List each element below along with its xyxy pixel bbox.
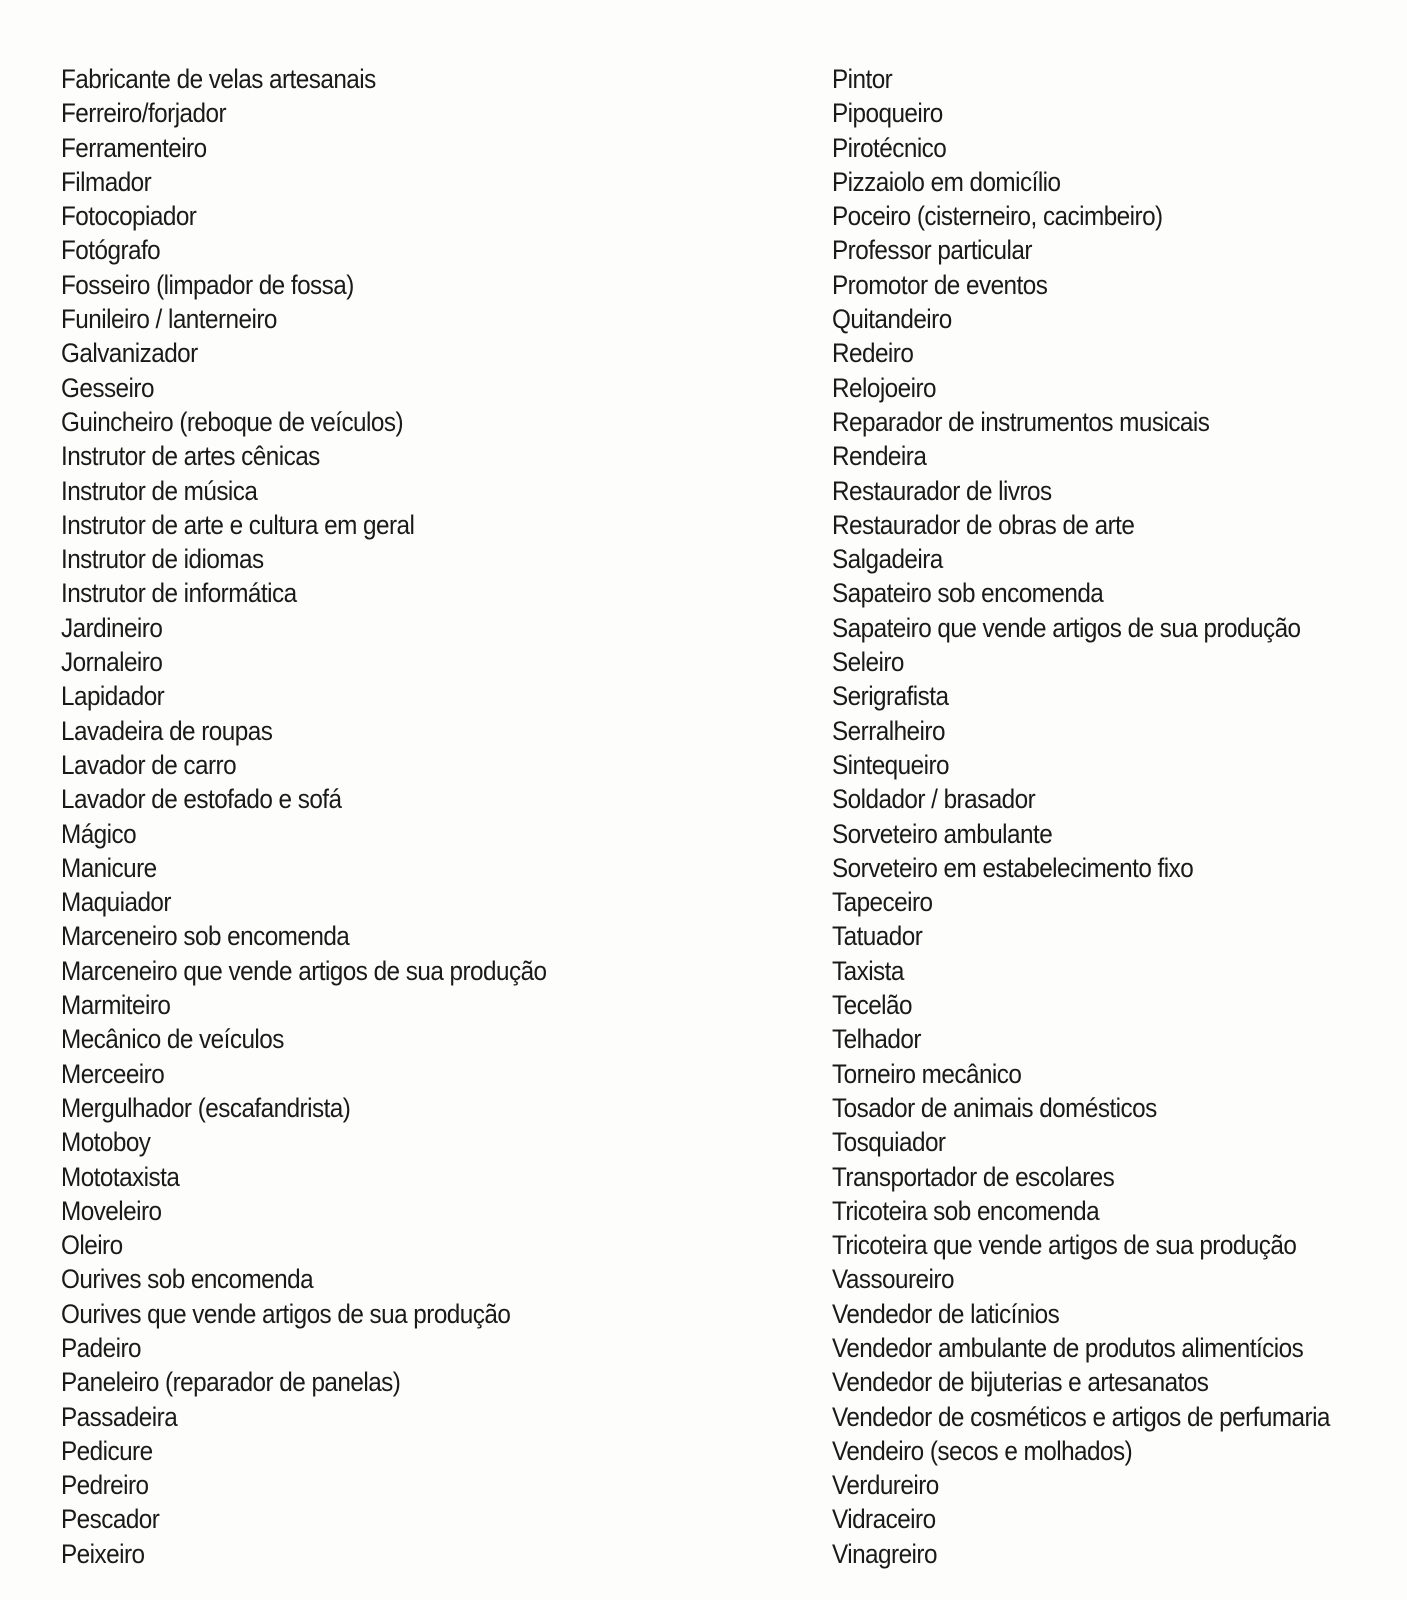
occupation-item: Instrutor de arte e cultura em geral: [61, 509, 415, 540]
occupation-item: Vendeiro (secos e molhados): [832, 1435, 1133, 1466]
occupation-item: Instrutor de música: [61, 475, 258, 506]
occupation-item: Manicure: [61, 852, 157, 883]
occupation-item: Mototaxista: [61, 1161, 180, 1192]
occupation-item: Serigrafista: [832, 681, 949, 712]
occupation-item: Pirotécnico: [832, 132, 947, 163]
occupation-item: Serralheiro: [832, 715, 945, 746]
occupation-item: Tecelão: [832, 990, 912, 1021]
occupation-item: Poceiro (cisterneiro, cacimbeiro): [832, 201, 1163, 232]
occupation-item: Ferramenteiro: [61, 132, 207, 163]
occupation-item: Sapateiro que vende artigos de sua produção: [832, 612, 1301, 643]
occupation-item: Marmiteiro: [61, 990, 171, 1021]
occupation-item: Lavador de carro: [61, 749, 237, 780]
occupation-item: Professor particular: [832, 235, 1032, 266]
occupation-item: Relojoeiro: [832, 372, 937, 403]
occupation-item: Galvanizador: [61, 338, 198, 369]
occupation-item: Promotor de eventos: [832, 269, 1048, 300]
occupation-item: Mágico: [61, 818, 137, 849]
occupation-item: Reparador de instrumentos musicais: [832, 406, 1210, 437]
occupation-item: Maquiador: [61, 887, 171, 918]
occupation-item: Jardineiro: [61, 612, 163, 643]
occupation-item: Ourives sob encomenda: [61, 1264, 314, 1295]
occupation-item: Moveleiro: [61, 1195, 162, 1226]
occupation-item: Rendeira: [832, 441, 927, 472]
occupation-item: Sapateiro sob encomenda: [832, 578, 1104, 609]
occupation-item: Gesseiro: [61, 372, 154, 403]
occupation-item: Filmador: [61, 166, 152, 197]
occupation-item: Marceneiro sob encomenda: [61, 921, 350, 952]
occupation-item: Vendedor de cosméticos e artigos de perfumaria: [832, 1401, 1330, 1432]
occupation-item: Tricoteira sob encomenda: [832, 1195, 1100, 1226]
occupation-item: Pedicure: [61, 1435, 153, 1466]
occupation-item: Peixeiro: [61, 1538, 145, 1569]
occupation-item: Transportador de escolares: [832, 1161, 1115, 1192]
occupation-item: Lapidador: [61, 681, 165, 712]
occupation-item: Passadeira: [61, 1401, 178, 1432]
occupation-item: Fotógrafo: [61, 235, 161, 266]
occupation-item: Telhador: [832, 1024, 921, 1055]
occupation-item: Oleiro: [61, 1230, 123, 1261]
occupation-item: Tricoteira que vende artigos de sua produção: [832, 1230, 1297, 1261]
occupation-item: Funileiro / lanterneiro: [61, 304, 277, 335]
occupation-item: Pipoqueiro: [832, 98, 943, 129]
occupation-item: Tatuador: [832, 921, 923, 952]
occupation-item: Paneleiro (reparador de panelas): [61, 1367, 401, 1398]
occupation-item: Vinagreiro: [832, 1538, 937, 1569]
occupation-item: Fotocopiador: [61, 201, 197, 232]
occupation-item: Sorveteiro em estabelecimento fixo: [832, 852, 1194, 883]
occupation-item: Redeiro: [832, 338, 914, 369]
occupation-item: Seleiro: [832, 647, 904, 678]
occupation-item: Verdureiro: [832, 1470, 939, 1501]
occupation-item: Vendedor ambulante de produtos alimentícios: [832, 1332, 1304, 1363]
occupation-item: Tosador de animais domésticos: [832, 1092, 1157, 1123]
occupation-item: Mergulhador (escafandrista): [61, 1092, 351, 1123]
occupation-item: Instrutor de artes cênicas: [61, 441, 320, 472]
occupation-item: Instrutor de informática: [61, 578, 297, 609]
occupation-item: Pedreiro: [61, 1470, 149, 1501]
occupation-list-left: [61, 62, 761, 1571]
occupation-item: Vendedor de laticínios: [832, 1298, 1060, 1329]
occupation-item: Padeiro: [61, 1332, 141, 1363]
occupation-item: Lavadeira de roupas: [61, 715, 273, 746]
occupation-item: Tapeceiro: [832, 887, 933, 918]
occupation-item: Vidraceiro: [832, 1504, 936, 1535]
occupation-item: Fabricante de velas artesanais: [61, 64, 376, 94]
occupation-item: Pizzaiolo em domicílio: [832, 166, 1061, 197]
occupation-item: Restaurador de livros: [832, 475, 1052, 506]
occupation-list-right: [832, 62, 1392, 1571]
occupation-item: Jornaleiro: [61, 647, 163, 678]
occupation-item: Instrutor de idiomas: [61, 544, 264, 575]
occupation-item: Soldador / brasador: [832, 784, 1036, 815]
occupation-item: Marceneiro que vende artigos de sua produção: [61, 955, 547, 986]
occupation-item: Quitandeiro: [832, 304, 952, 335]
occupation-item: Vendedor de bijuterias e artesanatos: [832, 1367, 1209, 1398]
occupation-item: Mecânico de veículos: [61, 1024, 284, 1055]
occupation-item: Restaurador de obras de arte: [832, 509, 1135, 540]
occupation-item: Ourives que vende artigos de sua produção: [61, 1298, 511, 1329]
occupation-item: Guincheiro (reboque de veículos): [61, 406, 404, 437]
occupation-item: Fosseiro (limpador de fossa): [61, 269, 354, 300]
occupation-item: Ferreiro/forjador: [61, 98, 227, 129]
occupation-item: Sintequeiro: [832, 749, 949, 780]
occupation-item: Taxista: [832, 955, 904, 986]
occupation-item: Salgadeira: [832, 544, 943, 575]
occupation-item: Pintor: [832, 64, 893, 94]
occupation-item: Pescador: [61, 1504, 160, 1535]
occupation-item: Vassoureiro: [832, 1264, 954, 1295]
occupation-item: Merceeiro: [61, 1058, 165, 1089]
occupation-item: Torneiro mecânico: [832, 1058, 1022, 1089]
occupation-item: Sorveteiro ambulante: [832, 818, 1053, 849]
occupation-item: Tosquiador: [832, 1127, 946, 1158]
occupation-item: Lavador de estofado e sofá: [61, 784, 342, 815]
occupation-item: Motoboy: [61, 1127, 151, 1158]
